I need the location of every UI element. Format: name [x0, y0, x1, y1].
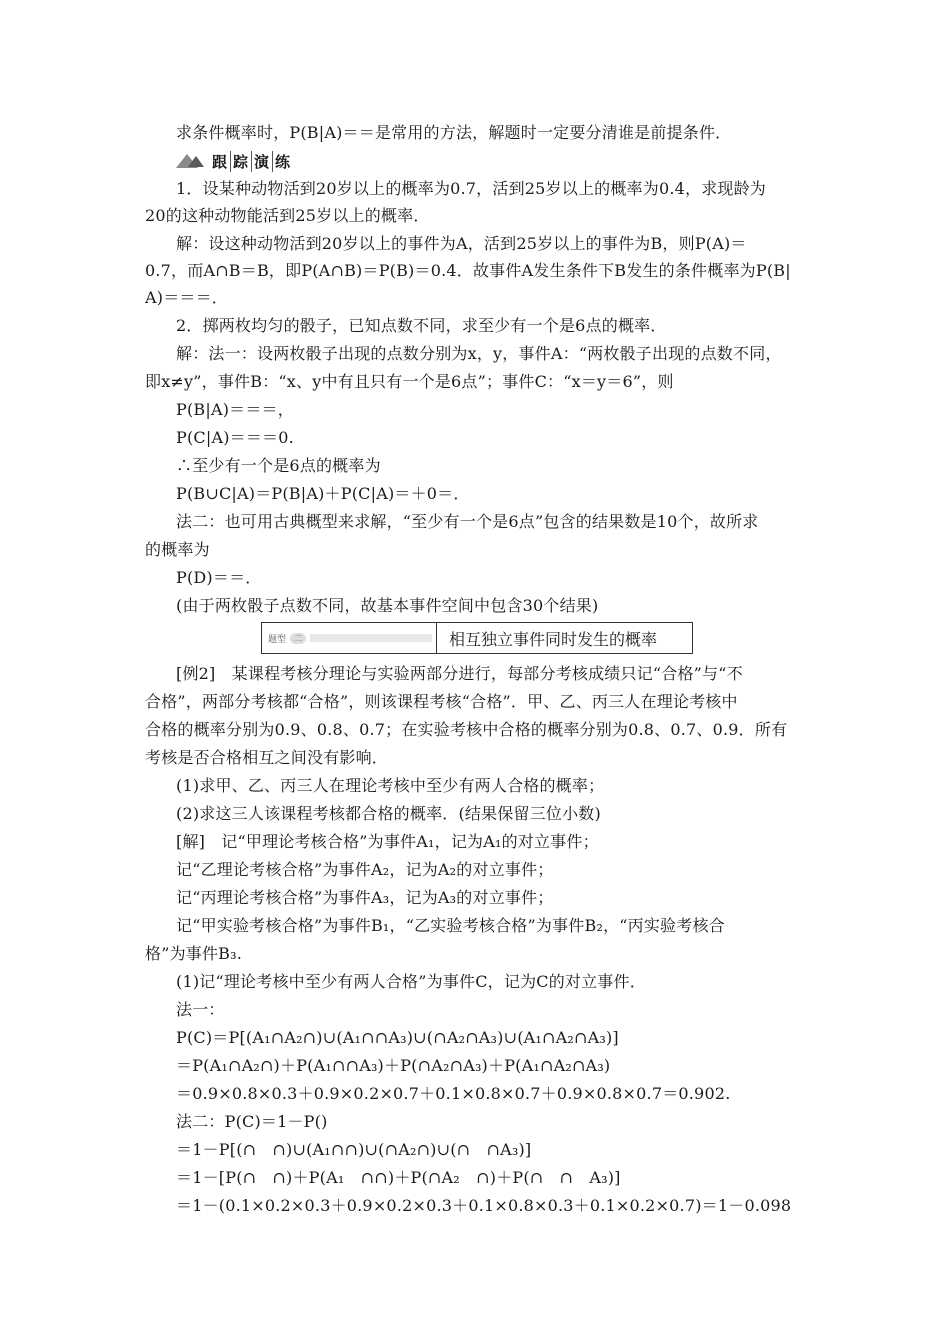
- triangle-icon: [188, 156, 204, 167]
- text-line: ＝P(A₁∩A₂∩)＋P(A₁∩∩A₃)＋P(∩A₂∩A₃)＋P(A₁∩A₂∩A₃): [176, 1056, 611, 1075]
- text-line: 1．设某种动物活到20岁以上的概率为0.7，活到25岁以上的概率为0.4，求现龄为: [176, 179, 766, 198]
- text-line: ＝0.9×0.8×0.3＋0.9×0.2×0.7＋0.1×0.8×0.7＋0.9×0.8×0.7＝0.902.: [176, 1084, 731, 1103]
- text-line: (2)求这三人该课程考核都合格的概率．(结果保留三位小数): [176, 804, 601, 823]
- text-line: [例2] 某课程考核分理论与实验两部分进行，每部分考核成绩只记“合格”与“不: [176, 664, 743, 683]
- text-line: 求条件概率时，P(B|A)＝＝是常用的方法，解题时一定要分清谁是前提条件．: [176, 123, 732, 142]
- text-line: P(D)＝＝．: [176, 568, 262, 587]
- topic-box: [261, 622, 693, 654]
- text-line: P(C|A)＝＝＝0.: [176, 428, 294, 447]
- text-line: (1)求甲、乙、丙三人在理论考核中至少有两人合格的概率；: [176, 776, 605, 795]
- text-line: [解] 记“甲理论考核合格”为事件A₁，记为A₁的对立事件；: [176, 832, 599, 851]
- text-line: 考核是否合格相互之间没有影响．: [145, 748, 389, 767]
- text-line: (1)记“理论考核中至少有两人合格”为事件C，记为C的对立事件．: [176, 972, 646, 991]
- text-line: ＝1－(0.1×0.2×0.3＋0.9×0.2×0.3＋0.1×0.8×0.3＋0.1×0.2×0.7)＝1－0.098: [176, 1196, 792, 1215]
- text-line: ＝1－[P(∩ ∩)＋P(A₁ ∩∩)＋P(∩A₂ ∩)＋P(∩ ∩ A₃)]: [176, 1168, 621, 1187]
- text-line: 记“丙理论考核合格”为事件A₃，记为A₃的对立事件；: [176, 888, 554, 907]
- header-char: 踪: [231, 151, 252, 172]
- text-line: 合格的概率分别为0.9、0.8、0.7；在实验考核中合格的概率分别为0.8、0.7、0.9．所有: [145, 720, 788, 739]
- text-line: 法一：: [176, 1000, 225, 1019]
- header-char: 练: [275, 152, 292, 171]
- text-line: 解：设这种动物活到20岁以上的事件为A，活到25岁以上的事件为B，则P(A)＝: [176, 234, 747, 253]
- text-line: ∴至少有一个是6点的概率为: [176, 456, 381, 475]
- text-line: 20的这种动物能活到25岁以上的概率．: [145, 206, 430, 225]
- text-line: 合格”，两部分考核都“合格”，则该课程考核“合格”．甲、乙、丙三人在理论考核中: [145, 692, 738, 711]
- header-char: 跟: [210, 151, 231, 172]
- text-line: 记“甲实验考核合格”为事件B₁，“乙实验考核合格”为事件B₂，“丙实验考核合: [176, 916, 725, 935]
- topic-title: 相互独立事件同时发生的概率: [449, 629, 658, 649]
- text-line: 法二：P(C)＝1－P(): [176, 1112, 328, 1131]
- text-line: 记“乙理论考核合格”为事件A₂，记为A₂的对立事件；: [176, 860, 554, 879]
- topic-tag: 题型: [268, 634, 287, 645]
- text-line: 的概率为: [145, 540, 210, 559]
- text-line: 法二：也可用古典概型来求解，“至少有一个是6点”包含的结果数是10个，故所求: [176, 512, 759, 531]
- text-line: P(C)＝P[(A₁∩A₂∩)∪(A₁∩∩A₃)∪(∩A₂∩A₃)∪(A₁∩A₂∩A₃)]: [176, 1028, 619, 1047]
- text-line: A)＝＝＝．: [145, 288, 228, 307]
- text-line: 格”为事件B₃.: [145, 944, 243, 963]
- section-header: [176, 150, 293, 172]
- topic-bar: [310, 634, 432, 642]
- text-line: (由于两枚骰子点数不同，故基本事件空间中包含30个结果): [176, 596, 599, 615]
- topic-number: 二: [290, 633, 306, 644]
- text-line: 0.7，而A∩B＝B，即P(A∩B)＝P(B)＝0.4．故事件A发生条件下B发生的条件概率为P(B|: [145, 261, 791, 280]
- text-line: 2．掷两枚均匀的骰子，已知点数不同，求至少有一个是6点的概率．: [176, 316, 667, 335]
- text-line: 即x≠y”，事件B：“x、y中有且只有一个是6点”；事件C：“x＝y＝6”，则: [145, 372, 674, 391]
- topic-label: [262, 623, 437, 653]
- text-line: P(B|A)＝＝＝，: [176, 400, 294, 419]
- header-char: 演: [252, 151, 273, 172]
- section-header-title: [210, 151, 293, 172]
- text-line: ＝1－P[(∩ ∩)∪(A₁∩∩)∪(∩A₂∩)∪(∩ ∩A₃)]: [176, 1140, 532, 1159]
- text-line: 解：法一：设两枚骰子出现的点数分别为x，y，事件A：“两枚骰子出现的点数不同，: [176, 344, 782, 363]
- text-line: P(B∪C|A)＝P(B|A)＋P(C|A)＝＋0＝．: [176, 484, 470, 503]
